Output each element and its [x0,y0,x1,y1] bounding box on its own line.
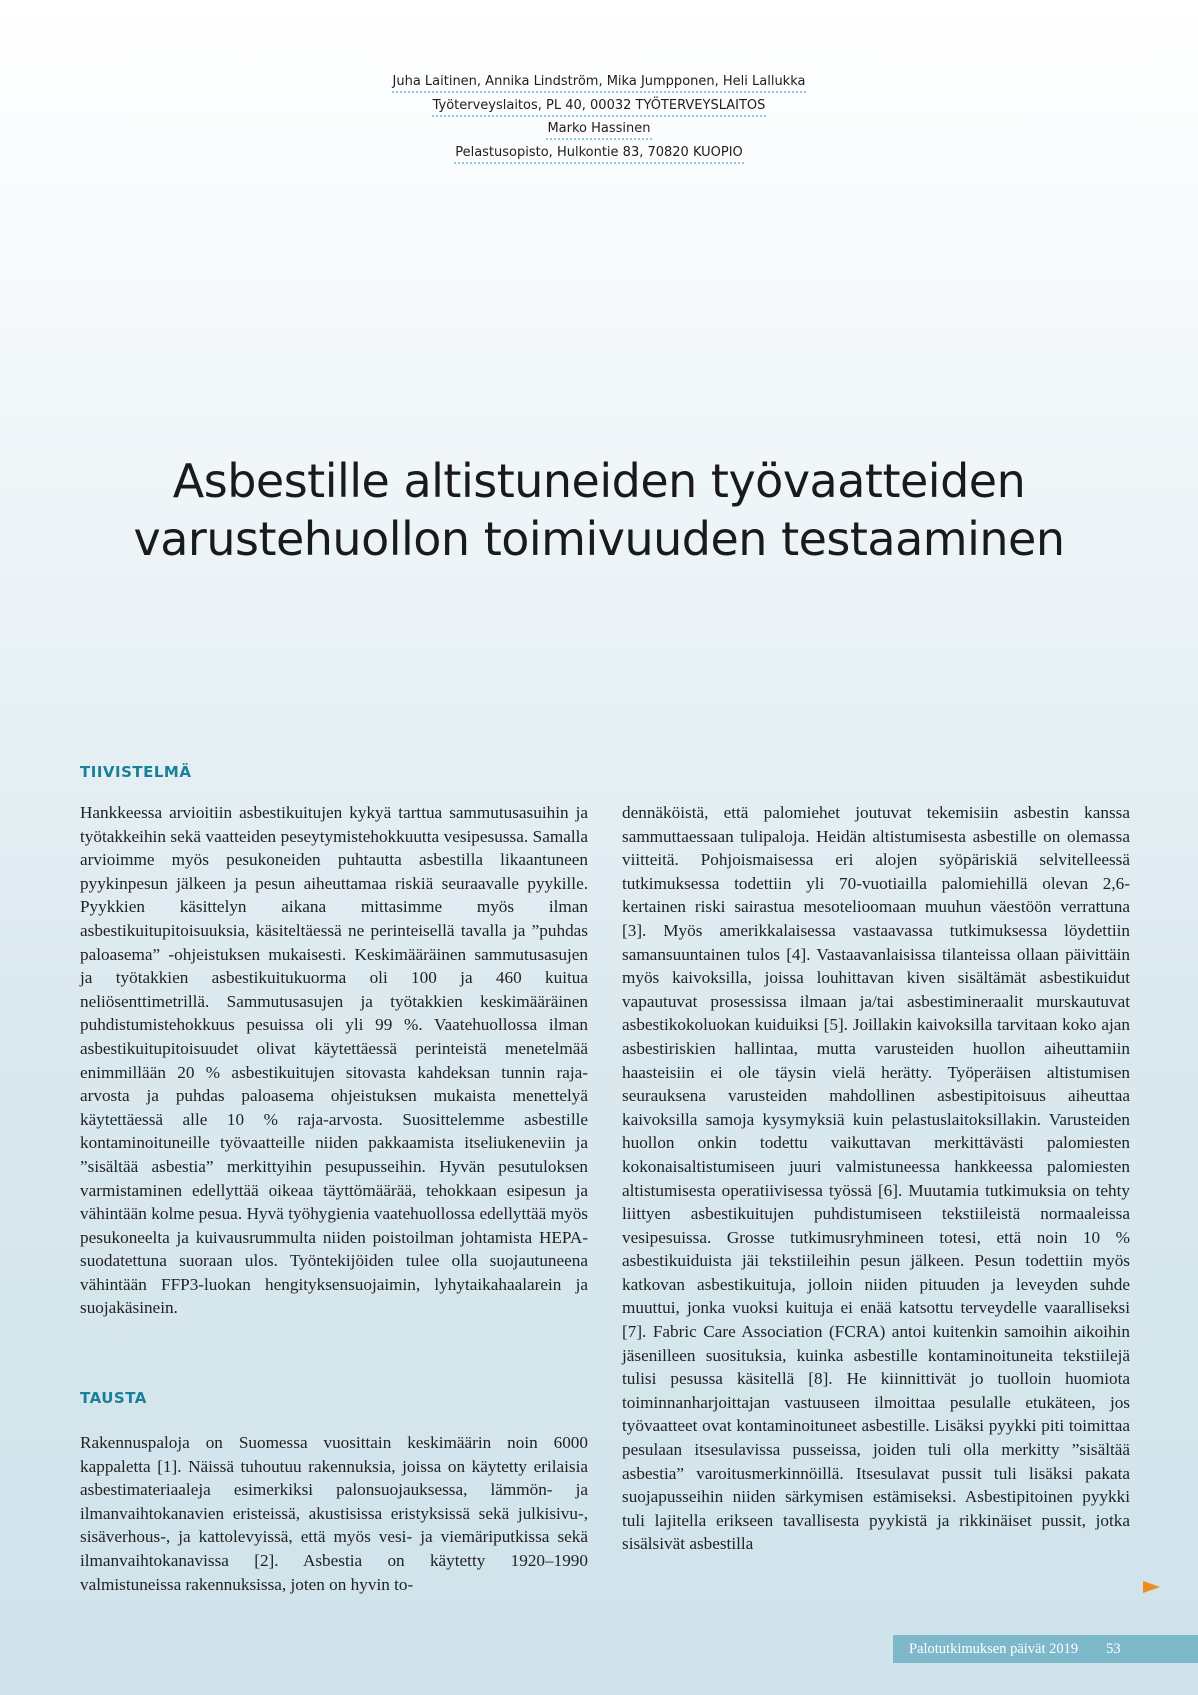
background-column-left [80,1431,588,1596]
paper-title [0,452,1198,568]
abstract-column [80,801,588,1320]
page-number: 53 [1106,1640,1121,1657]
author-names: Juha Laitinen, Annika Lindström, Mika Jumpponen, Heli Lallukka [392,72,807,93]
author-affiliation-2: Pelastusopisto, Hulkontie 83, 70820 KUOPIO [454,143,744,164]
background-text-right: dennäköistä, että palomiehet joutuvat tekemisiin asbestin kanssa sammuttaessaan tulipaloja. Heidän altistumisesta asbestille on olemassa viitteitä. Pohjoismaisessa eri alojen syöpäriskiä selvitelleessä tutkimuksessa todettiin yli 70-vuotiailla palomiehillä olevan 2,6-kertainen riski sairastua mesotelioomaan muuhun väestöön verrattuna [3]. Myös amerikkalaisessa vastaavassa tutkimuksessa löydettiin samansuuntainen tulos [4]. Vastaavanlaisissa tilanteissa ollaan päivittäin myös kaivoksilla, joissa louhittavan kiven sisältämät asbestikuidut vapautuvat prosessissa ilmaan ja/tai asbestimineraalit murskautuvat asbestikokoluokan kuiduiksi [5]. Joillakin kaivoksilla tarvitaan koko ajan asbestiriskien hallintaa, mutta varusteiden huollon aiheuttamiin haasteisiin ei ole täysin vielä herätty. Työperäisen altistumisen seurauksena varusteiden mahdollinen asbestipitoisuus aiheuttaa kaivoksilla samoja kysymyksiä kuin pelastuslaitoksillakin. Varusteiden huollon onkin todettu vaikuttavan merkittävästi palomiesten kokonaisaltistumiseen juuri valmistuneessa hankkeessa palomiesten altistumisesta operatiivisessa työssä [6]. Muutamia tutkimuksia on tehty liittyen asbestikuitujen puhdistumiseen tekstiileistä normaaleissa vesipesuissa. Grosse tutkimusryhmineen totesi, että noin 10 % asbestikuiduista jäi tekstiileihin pesun jälkeen. Pesun todettiin myös katkovan asbestikuituja, jolloin niiden pituuden ja leveyden suhde muuttui, jonka vuoksi kuituja ei enää katsottu terveydelle vaaralliseksi [7]. Fabric Care Association (FCRA) antoi kuitenkin samoihin aikoihin jäsenilleen suosituksia, kuinka asbestille kontaminoituneita tekstiilejä tulisi pesussa käsitellä [8]. He kiinnittivät jo tuolloin huomiota toiminnanharjoittajan vastuuseen ilmoittaa pesulalle etukäteen, jos työvaatteet ovat kontaminoituneet asbestille. Lisäksi pyykki piti toimittaa pesulaan itsesulavissa pusseissa, joiden tuli olla merkitty ”sisältää asbestia” varoitusmerkinnöillä. Itsesulavat pussit tuli lisäksi pakata suojapusseihin niiden särkymisen estämiseksi. Asbestipitoinen pyykki tuli lajitella erikseen tavallisesta pyykistä ja rikkinäiset pussit, jotka sisälsivät asbestilla [622,803,1130,1554]
background-text-left: Rakennuspaloja on Suomessa vuosittain keskimäärin noin 6000 kappaletta [1]. Näissä tuhoutuu rakennuksia, joissa on käytetty erilaisia asbestimateriaaleja esimerkiksi palonsuojauksessa, lämmön- ja ilmanvaihtokanavien eristeissä, akustisissa eristyksissä sekä julkisivu-, sisäverhous-, ja kattolevyissä, että myös vesi- ja viemäriputkissa sekä ilmanvaihtokanavissa [2]. Asbestia on käytetty 1920–1990 valmistuneissa rakennuksissa, joten on hyvin to- [80,1433,588,1594]
author-name-2: Marko Hassinen [546,119,651,140]
background-column-right [622,801,1130,1556]
footer-journal: Palotutkimuksen päivät 2019 [909,1640,1079,1657]
arrow-right-icon [1143,1581,1160,1593]
title-line-2: varustehuollon toimivuuden testaaminen [133,512,1065,566]
page-footer [893,1635,1198,1663]
background-heading: TAUSTA [80,1389,147,1407]
author-block [0,70,1198,164]
abstract-heading: TIIVISTELMÄ [80,763,192,781]
abstract-text: Hankkeessa arvioitiin asbestikuitujen kykyä tarttua sammutusasuihin ja työtakkeihin sekä vaatteiden peseytymistehokkuutta vesipesussa. Samalla arvioimme myös pesukoneiden puhtautta asbestilla likaantuneen pyykinpesun jälkeen ja pesun aiheuttamaa riskiä seuraavalle pyykille. Pyykkien käsittelyn aikana mittasimme myös ilman asbestikuitupitoisuuksia, käsiteltäessä ne perinteisellä tavalla ja ”puhdas paloasema” -ohjeistuksen mukaisesti. Keskimääräinen sammutusasujen ja työtakkien asbestikuitukuorma oli 100 ja 460 kuitua neliösenttimetrillä. Sammutusasujen ja työtakkien keskimääräinen puhdistumistehokkuus pesuissa oli yli 99 %. Vaatehuollossa ilman asbestikuitupitoisuudet olivat käytettäessä perinteistä menetelmää enimmillään 20 % asbestikuitujen sitovasta kahdeksan tunnin raja-arvosta ja puhdas paloasema ohjeistuksen mukaista menettelyä käytettäessä alle 10 % raja-arvosta. Suosittelemme asbestille kontaminoituneille työvaatteille niiden pakkaamista itseliukeneviin ja ”sisältää asbestia” merkittyihin pesupusseihin. Hyvän pesutuloksen varmistaminen edellyttää oikeaa täyttömäärää, tehokkaan esipesun ja vähintään kolme pesua. Hyvä työhygienia vaatehuollossa edellyttää myös pesukoneelta ja kuivausrummulta niiden poistoilman johtamista HEPA-suodatettuna suoraan ulos. Työntekijöiden tulee olla suojautuneena vähintään FFP3-luokan hengityksensuojaimin, lyhytaikahaalarein ja suojakäsinein. [80,803,588,1318]
title-line-1: Asbestille altistuneiden työvaatteiden [172,454,1026,508]
author-affiliation-1: Työterveyslaitos, PL 40, 00032 TYÖTERVEYSLAITOS [432,96,767,117]
